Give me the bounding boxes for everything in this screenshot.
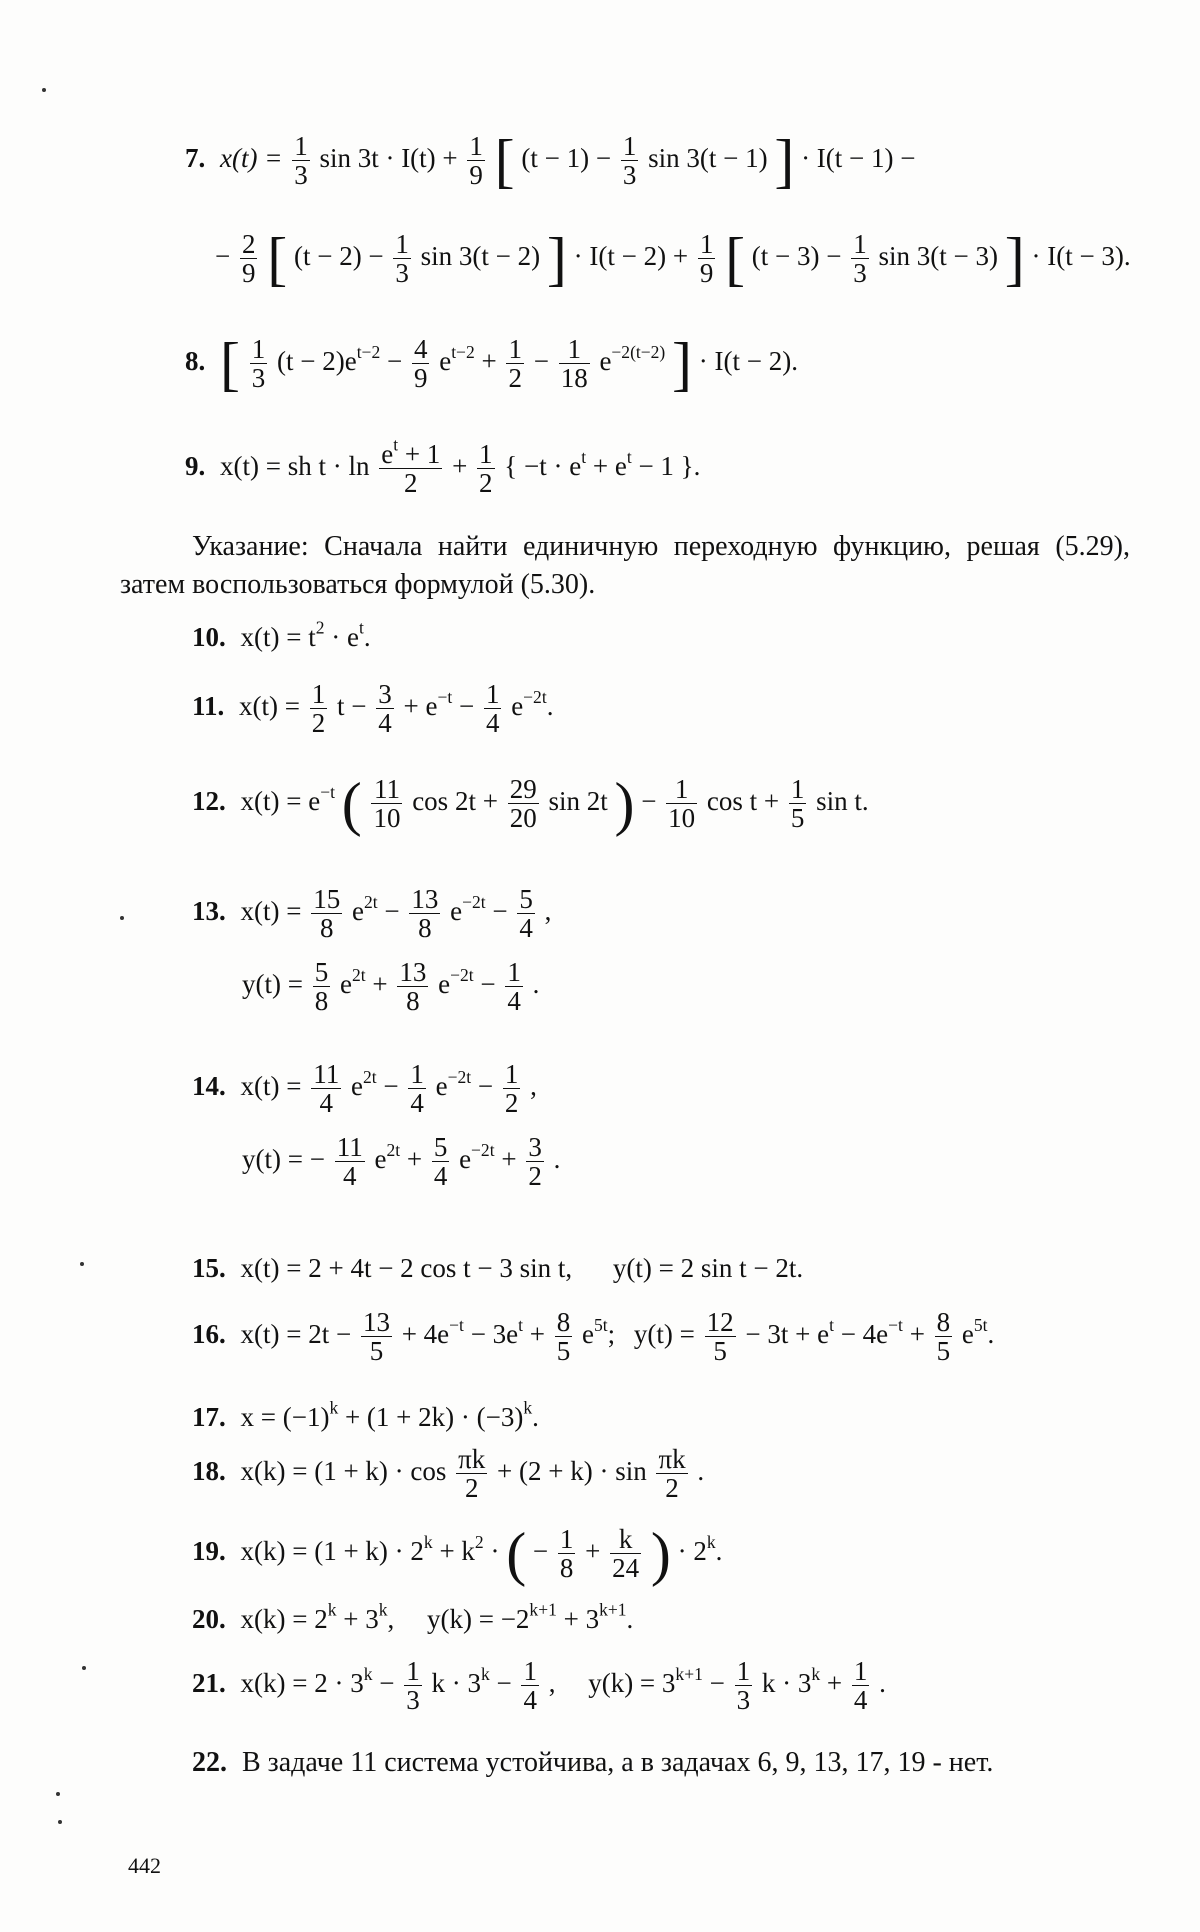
page-number: 442 [128,1853,161,1878]
answer-14-x: 14. x(t) = $\frac{11}{4}$ $e^{2t}$ − $\frac{1}{4}$ $e^{-2t}$ − $\frac{1}{2}$ , [192,1059,537,1119]
answer-9: 9. x(t) = sh t · ln $\frac{e^t + 1}{2}$ + $\frac{1}{2}$ { $-t \cdot e^t + e^t - 1$ }. [185,434,701,499]
answer-8: 8. [ $\frac{1}{3}$ $(t - 2)e^{t-2}$ − $\frac{4}{9}$ $e^{t-2}$ + $\frac{1}{2}$ − $\frac{1}{18}$ $e^{-2(t-2)}$ ] · I(t − 2). [185,330,798,397]
answer-14-y: y(t) = − $\frac{11}{4}$ $e^{2t}$ + $\frac{5}{4}$ $e^{-2t}$ + $\frac{3}{2}$ . [242,1132,561,1192]
answer-18: 18. x(k) = (1 + k) · cos $\frac{\pi k}{2}$ + (2 + k) · sin $\frac{\pi k}{2}$ . [192,1444,705,1504]
scan-speck [80,1262,84,1266]
answer-20: 20. $x(k) = 2^k + 3^k$, $y(k) = -2^{k+1} + 3^{k+1}$. [192,1599,634,1634]
answer-13-y: y(t) = $\frac{5}{8}$ $e^{2t}$ + $\frac{13}{8}$ $e^{-2t}$ − $\frac{1}{4}$ . [242,957,540,1017]
answer-19: 19. $x(k) = (1 + k) \cdot 2^k + k^2$ · ( − $\frac{1}{8}$ + $\frac{k}{24}$ ) · $2^k$. [192,1520,723,1587]
scan-speck [82,1666,86,1670]
answer-22: 22. В задаче 11 система устойчива, а в задачах 6, 9, 13, 17, 19 - нет. [192,1747,994,1778]
hint-paragraph: Указание: Сначала найти единичную переходную функцию, решая (5.29), затем воспользоваться формулой (5.30). [120,531,1130,600]
answer-12: 12. $x(t) = e^{-t}$ ( $\frac{11}{10}$ cos 2t + $\frac{29}{20}$ sin 2t ) − $\frac{1}{10}$ cos t + $\frac{1}{5}$ sin t. [192,770,869,837]
answer-7-line-2: − $\frac{2}{9}$ [ (t − 2) − $\frac{1}{3}$ sin 3(t − 2) ] · I(t − 2) + $\frac{1}{9}$ [ (t − 3) − $\frac{1}{3}$ sin 3(t − 3) ] · I(t − 3). [215,225,1131,292]
answer-10: 10. $x(t) = t^2 \cdot e^t$. [192,617,371,652]
scan-speck [58,1820,62,1824]
answer-7-line-1: 7. x(t) = $\frac{1}{3}$ sin 3t · I(t) + $\frac{1}{9}$ [ (t − 1) − $\frac{1}{3}$ sin 3(t − 1) ] · I(t − 1) − [185,127,916,194]
answer-13-x: 13. x(t) = $\frac{15}{8}$ $e^{2t}$ − $\frac{13}{8}$ $e^{-2t}$ − $\frac{5}{4}$ , [192,884,552,944]
answer-11: 11. x(t) = $\frac{1}{2}$ t − $\frac{3}{4}$ + $e^{-t}$ − $\frac{1}{4}$ $e^{-2t}$. [192,679,554,739]
scan-speck [120,916,124,920]
scan-speck [42,88,46,92]
scan-speck [56,1792,60,1796]
answer-17: 17. $x = (-1)^k + (1 + 2k) \cdot (-3)^k$. [192,1397,539,1432]
answer-21: 21. $x(k) = 2 \cdot 3^k$ − $\frac{1}{3}$ $k \cdot 3^k$ − $\frac{1}{4}$ , $y(k) = 3^{k+1}$ − $\frac{1}{3}$ $k \cdot 3^k$ + $\frac{1}{4}$ . [192,1656,886,1716]
answer-15: 15. x(t) = 2 + 4t − 2 cos t − 3 sin t, y(t) = 2 sin t − 2t. [192,1253,804,1283]
answer-16: 16. x(t) = 2t − $\frac{13}{5}$ + $4e^{-t} - 3e^t$ + $\frac{8}{5}$ $e^{5t}$; y(t) = $\frac{12}{5}$ − $3t + e^t - 4e^{-t}$ + $\frac{8}{5}$ $e^{5t}$. [192,1307,995,1367]
